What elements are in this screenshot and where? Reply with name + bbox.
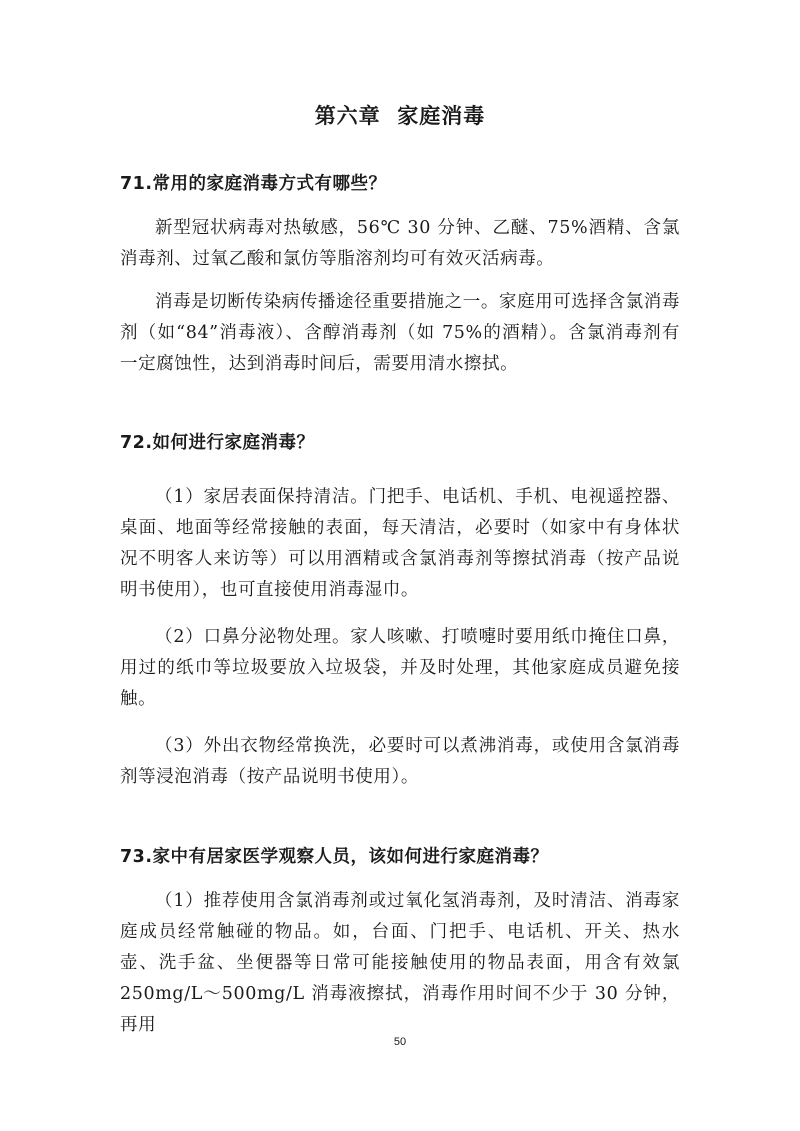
paragraph: （1）家居表面保持清洁。门把手、电话机、手机、电视遥控器、桌面、地面等经常接触的表面，每天清洁，必要时（如家中有身体状况不明客人来访等）可以用酒精或含氯消毒剂等擦拭消毒（按产品说明书使用），也可直接使用消毒湿巾。	[120, 487, 680, 600]
section-heading-73: 73.家中有居家医学观察人员，该如何进行家庭消毒？	[120, 847, 549, 867]
paragraph: （3）外出衣物经常换洗，必要时可以煮沸消毒，或使用含氯消毒剂等浸泡消毒（按产品说明书使用）。	[120, 736, 680, 787]
paragraph: 新型冠状病毒对热敏感，56℃ 30 分钟、乙醚、75%酒精、含氯消毒剂、过氧乙酸和氯仿等脂溶剂均可有效灭活病毒。	[120, 218, 680, 269]
chapter-title: 第六章 家庭消毒	[314, 104, 486, 128]
page-number: 50	[393, 1036, 407, 1048]
paragraph: （1）推荐使用含氯消毒剂或过氧化氢消毒剂，及时清洁、消毒家庭成员经常触碰的物品。如，台面、门把手、电话机、开关、热水壶、洗手盆、坐便器等日常可能接触使用的物品表面，用含有效氯250mg/L～500mg/L 消毒液擦拭，消毒作用时间不少于 30 分钟，再用	[120, 891, 680, 1035]
paragraph: （2）口鼻分泌物处理。家人咳嗽、打喷嚏时要用纸巾掩住口鼻，用过的纸巾等垃圾要放入垃圾袋，并及时处理，其他家庭成员避免接触。	[120, 627, 680, 709]
paragraph: 消毒是切断传染病传播途径重要措施之一。家庭用可选择含氯消毒剂（如“84”消毒液）、含醇消毒剂（如 75%的酒精）。含氯消毒剂有一定腐蚀性，达到消毒时间后，需要用清水擦拭。	[120, 292, 680, 374]
section-heading-71: 71.常用的家庭消毒方式有哪些？	[120, 174, 387, 194]
section-heading-72: 72.如何进行家庭消毒？	[120, 433, 315, 453]
